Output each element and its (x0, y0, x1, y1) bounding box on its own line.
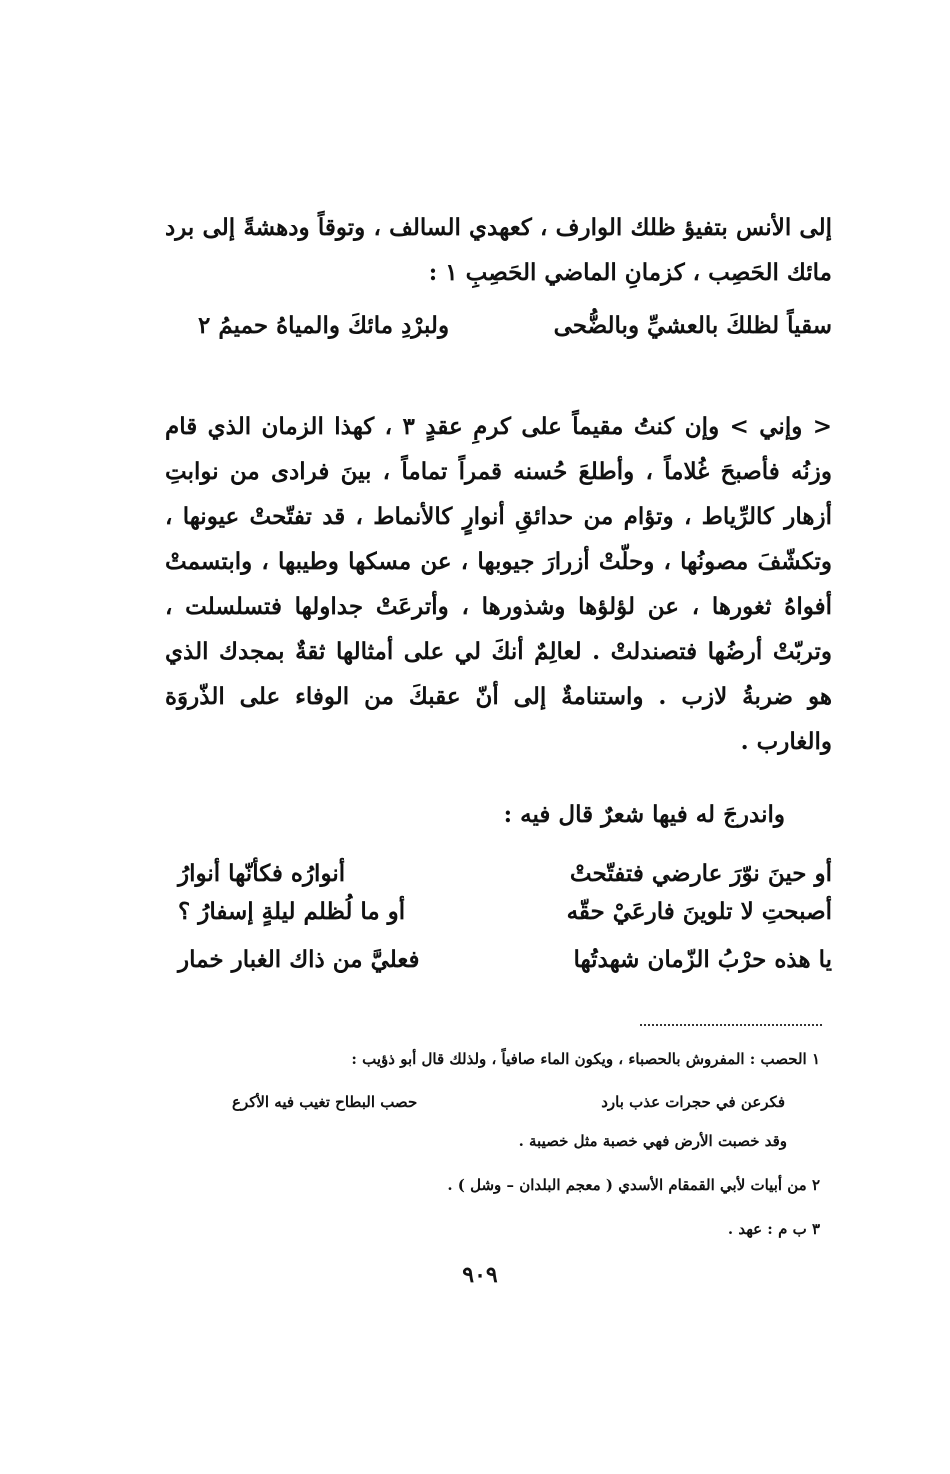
paragraph-main: < وإني > وإن كنتُ مقيماً على كرمِ عقدٍ ٣ ، كهذا الزمان الذي قام وزنُه فأصبحَ غُلاماً ، وأطلعَ حُسنه قمراً تماماً ، بينَ فرادى من نوابتِ أزهار كالرِّياط ، وتؤام من حدائقِ أنوارٍ كالأنماط ، قد تفتّحتْ عيونها ، وتكشّفَ مصونُها ، وحلّتْ أزرارَ جيوبها ، عن مسكها وطيبها ، وابتسمتْ أفواهُ ثغورها ، عن لؤلؤها وشذورها ، وأترعَتْ جداولها فتسلسلت ، وتربّتْ أرضُها فتصندلتْ . لعالِمٌ أنكَ لي على أمثالها ثقةٌ بمجدك الذي هو ضربةُ لازب . واستنامةٌ إلى أنّ عقبكَ من الوفاء على الذّروَة والغارب . (165, 413, 833, 755)
verse-first-hemistich: يا هذه حرْبُ الزّمان شهدتُها (573, 946, 832, 973)
verse-second-hemistich: فعليَّ من ذاك الغبار خمار (178, 946, 420, 973)
footnote-1: ١ الحصب : المفروش بالحصباء ، ويكون الماء صافياً ، ولذلك قال أبو ذؤيب : (351, 1050, 820, 1068)
verse-first-hemistich: أصبحتِ لا تلوينَ فارعَيْ حقّه (566, 898, 832, 925)
verse-second-hemistich: ولبرْدِ مائكَ والمياهُ حميمُ ٢ (198, 312, 450, 339)
verse-first-hemistich: أو حينَ نوّرَ عارضي فتفتّحتْ (569, 860, 832, 887)
footnote-3: ٣ ب م : عهد . (727, 1220, 820, 1238)
page-number: ٩٠٩ (462, 1262, 498, 1288)
verse-second-hemistich: أو ما لُظلم ليلةٍ إسفارُ ؟ (178, 898, 406, 925)
verse-first-hemistich: فكرعن في حجرات عذب بارد (601, 1093, 785, 1111)
paragraph-opening: إلى الأنس بتفيؤ ظلك الوارف ، كعهدي السالف ، وتوقاً ودهشةً إلى برد مائك الحَصِب ، كزمانِ الماضي الحَصِبِ ١ : (165, 214, 832, 286)
paragraph-poem-intro: واندرجَ له فيها شعرٌ قال فيه : (503, 801, 785, 828)
poem-line-3 (178, 946, 832, 973)
verse-second-hemistich: أنوارُه فكأنّها أنوارُ (178, 860, 346, 887)
verse-second-hemistich: حصب البطاح تغيب فيه الأكرع (232, 1093, 418, 1111)
footnote-2: ٢ من أبيات لأبي القمقام الأسدي ( معجم البلدان – وشل ) . (447, 1176, 820, 1194)
footnote-1-tail: وقد خصبت الأرض فهي خصبة مثل خصيبة . (518, 1132, 787, 1150)
verse-first-hemistich: سقياً لظلكَ بالعشيِّ وبالضُّحى (553, 312, 832, 339)
footnote-separator (640, 1024, 822, 1026)
verse-line-1 (198, 312, 832, 339)
footnote-1-verse (232, 1093, 785, 1111)
poem-line-1 (178, 850, 832, 898)
poem-line-2 (178, 898, 832, 925)
